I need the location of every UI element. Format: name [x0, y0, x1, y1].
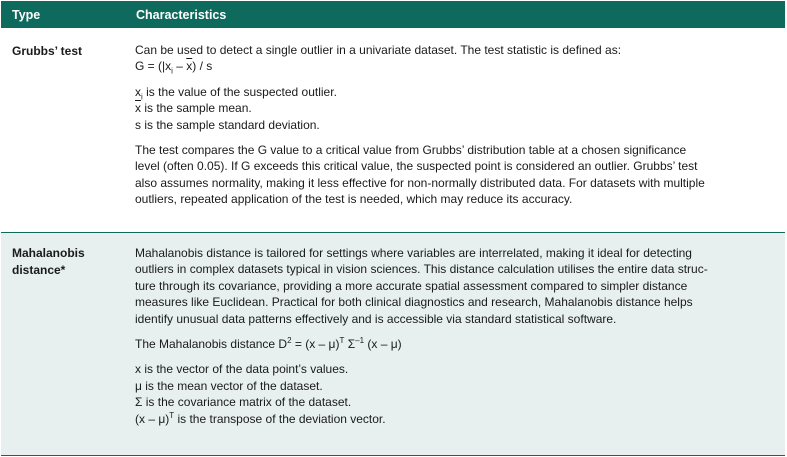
table-bottom-border	[1, 455, 785, 456]
mahalanobis-def-x: x is the vector of the data point’s values.	[135, 362, 349, 377]
mahalanobis-formula: The Mahalanobis distance $D^2 = (x - \mu)^T$ $\Sigma^{-1}$ (x – μ)	[135, 336, 402, 352]
grubbs-def-mean: $\overline{x}$ is the sample mean.	[135, 101, 252, 116]
header-characteristics: Characteristics	[136, 8, 227, 22]
mahalanobis-def-mu: μ is the mean vector of the dataset.	[135, 378, 323, 393]
grubbs-para-line: level (often 0.05). If G exceeds this critical value, the suspected point is considered an outlier. Grubbs’ test	[135, 159, 698, 174]
type-mahalanobis: Mahalanobis distance*	[12, 246, 85, 277]
mahalanobis-def-transpose: (x – μ)$^T$ is the transpose of the deviation vector.	[135, 410, 386, 426]
table-header	[1, 1, 785, 28]
mahalanobis-para-line: identify unusual data patterns effectively and is accessible via standard statistical software.	[135, 311, 617, 326]
grubbs-para-line: also assumes normality, making it less effective for non-normally distributed data. For datasets with multiple	[135, 175, 705, 190]
grubbs-intro: Can be used to detect a single outlier in a univariate dataset. The test statistic is defined as:	[135, 43, 622, 57]
table-row-mahalanobis	[1, 233, 785, 456]
mahalanobis-para-line: outliers in complex datasets typical in vision sciences. This distance calculation utilises the entire data struc-	[135, 262, 708, 277]
grubbs-def-sd: s is the sample standard deviation.	[135, 117, 320, 132]
grubbs-def-xi: $x_i$ is the value of the suspected outlier.	[135, 84, 337, 102]
table-row-grubbs	[1, 28, 785, 232]
grubbs-para-line: The test compares the G value to a critical value from Grubbs’ distribution table at a chosen significance	[135, 143, 687, 158]
characteristics-mahalanobis	[135, 245, 780, 427]
mahalanobis-para-line: Mahalanobis distance is tailored for settings where variables are interrelated, making it ideal for detecting	[135, 246, 692, 260]
characteristics-grubbs	[135, 42, 780, 208]
mahalanobis-def-sigma: Σ is the covariance matrix of the dataset.	[135, 395, 352, 410]
type-grubbs: Grubbs’ test	[12, 44, 83, 58]
grubbs-para-line: outliers, repeated application of the test is needed, which may reduce its accuracy.	[135, 192, 573, 207]
mahalanobis-para-line: measures like Euclidean. Practical for both clinical diagnostics and research, Mahalanobis distance helps	[135, 295, 693, 310]
grubbs-formula: $G = (|x_i - \overline{x}) / s$	[135, 59, 213, 76]
mahalanobis-para-line: ture through its covariance, providing a more accurate spatial assessment compared to simpler distance	[135, 278, 688, 293]
header-type: Type	[12, 8, 41, 22]
